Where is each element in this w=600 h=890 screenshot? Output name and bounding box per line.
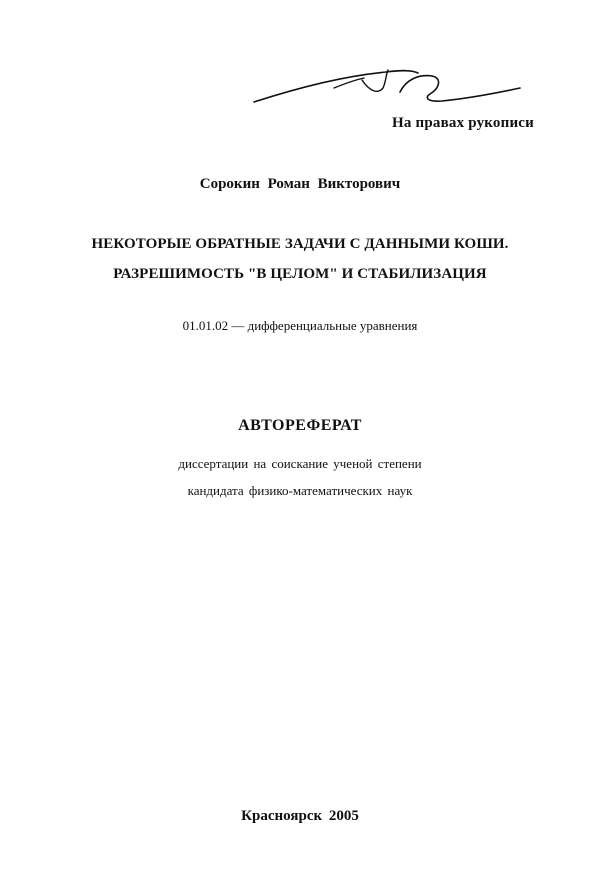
degree-line-1: диссертации на соискание ученой степени [178, 456, 422, 471]
specialty-code: 01.01.02 — дифференциальные уравнения [182, 318, 418, 333]
author-name: Сорокин Роман Викторович [199, 176, 401, 192]
document-type: АВТОРЕФЕРАТ [238, 417, 362, 434]
dissertation-title [0, 229, 600, 289]
handwritten-signature [252, 58, 552, 118]
title-line-2: РАЗРЕШИМОСТЬ "В ЦЕЛОМ" И СТАБИЛИЗАЦИЯ [113, 266, 487, 282]
city: Красноярск [241, 808, 323, 824]
title-line-1: НЕКОТОРЫЕ ОБРАТНЫЕ ЗАДАЧИ С ДАННЫМИ КОШИ. [91, 236, 509, 252]
degree-description [0, 450, 600, 504]
year: 2005 [328, 808, 359, 824]
rights-notice: На правах рукописи [391, 115, 534, 131]
degree-line-2: кандидата физико-математических наук [187, 483, 413, 498]
place-and-year [0, 808, 600, 825]
